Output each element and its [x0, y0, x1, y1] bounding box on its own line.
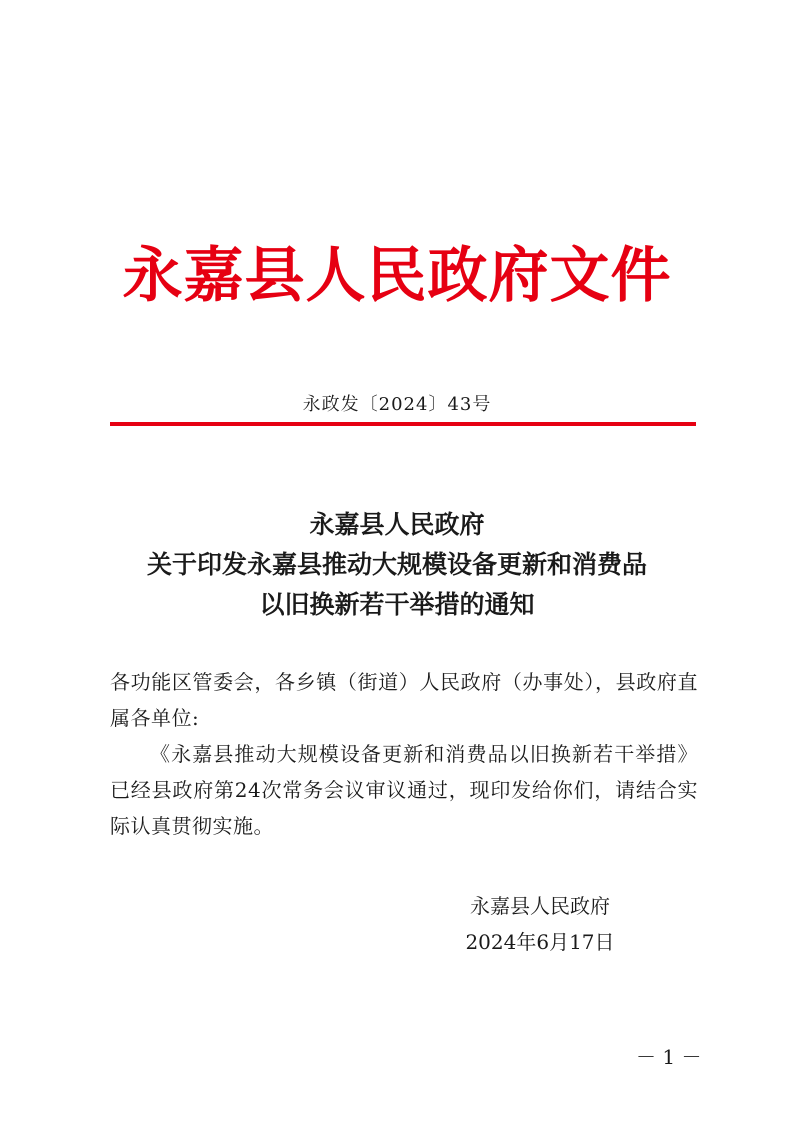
notice-title-line-1: 永嘉县人民政府 — [309, 510, 485, 539]
recipients-paragraph: 各功能区管委会，各乡镇（街道）人民政府（办事处），县政府直属各单位: — [110, 670, 698, 730]
notice-title-line-2: 关于印发永嘉县推动大规模设备更新和消费品 — [146, 550, 647, 579]
notice-body — [110, 664, 698, 844]
signature-organization: 永嘉县人民政府 — [470, 894, 610, 918]
signature-block — [440, 888, 640, 960]
main-paragraph: 《永嘉县推动大规模设备更新和消费品以旧换新若干举措》已经县政府第24次常务会议审议通过，现印发给你们，请结合实际认真贯彻实施。 — [110, 742, 698, 838]
document-number: 永政发〔2024〕43号 — [302, 394, 492, 415]
document-header-title: 永嘉县人民政府文件 — [122, 241, 672, 311]
signature-date: 2024年6月17日 — [465, 930, 615, 954]
notice-title-line-3: 以旧换新若干举措的通知 — [259, 590, 535, 619]
notice-title — [0, 505, 794, 625]
page-number: － 1 － — [636, 1045, 702, 1069]
red-divider-line — [110, 422, 696, 426]
